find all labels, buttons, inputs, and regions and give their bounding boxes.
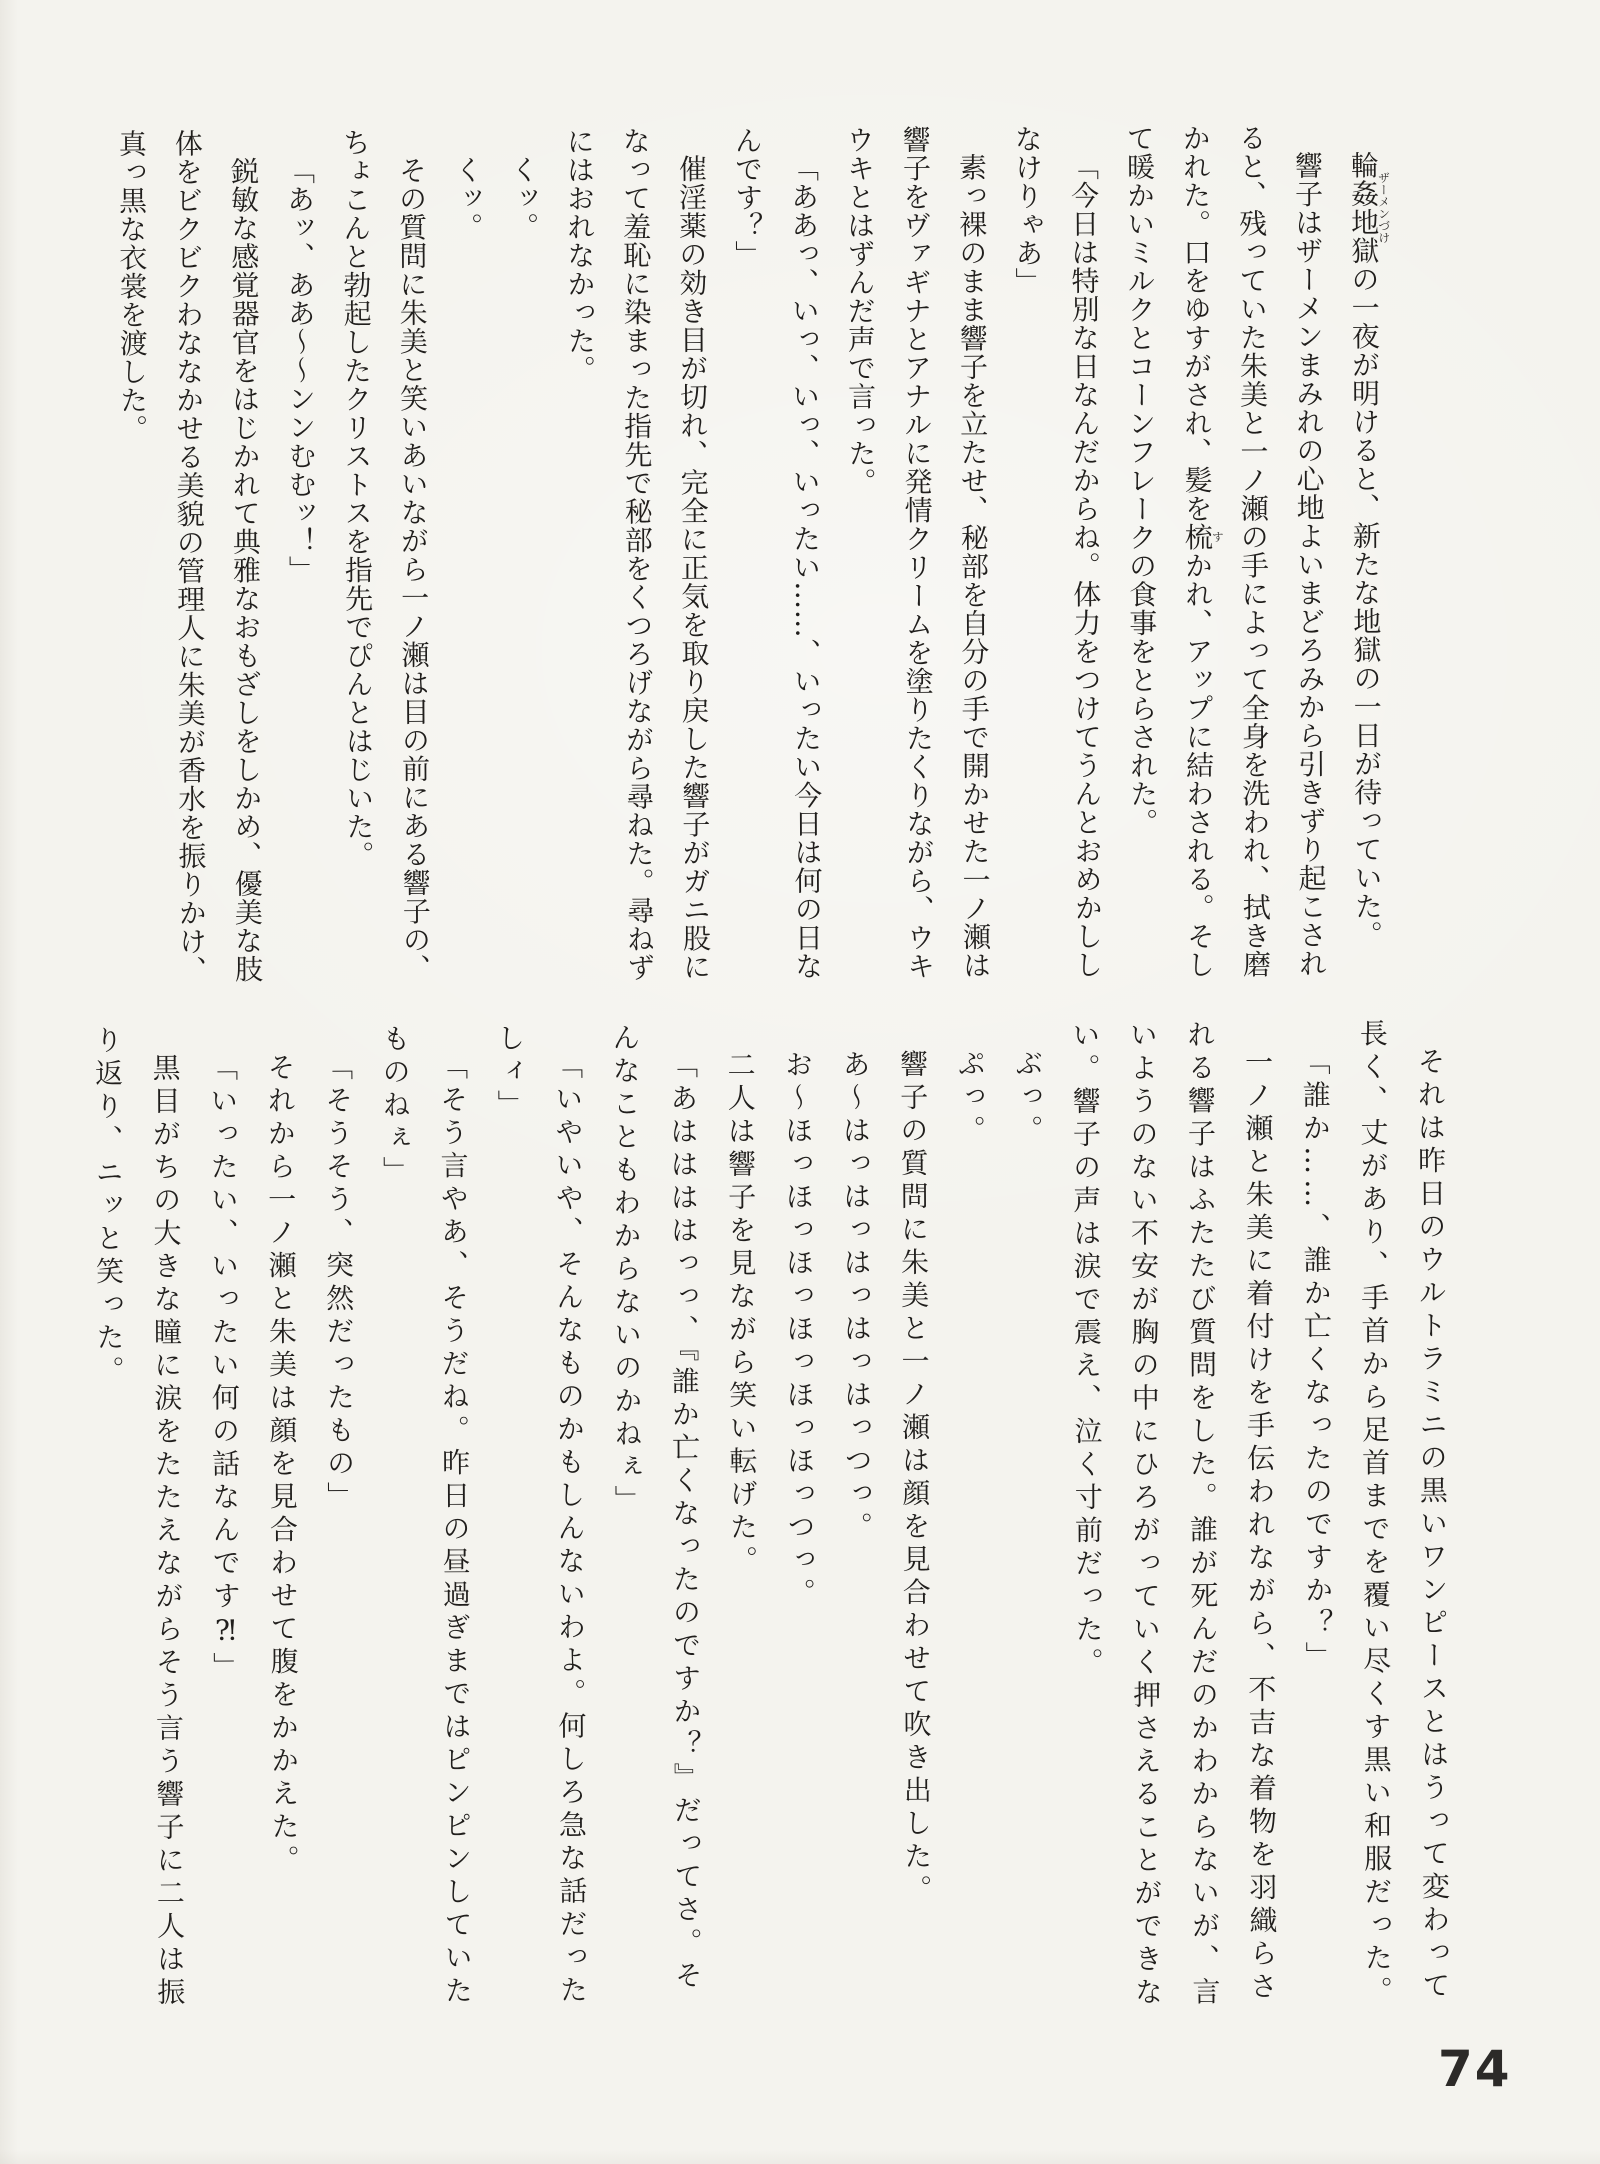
text-line: それは昨日のウルトラミニの黒いワンピースとはうって変わって xyxy=(1413,1046,1452,2004)
text-block-bottom xyxy=(78,1018,1463,2055)
text-line: しィ」 xyxy=(493,1023,527,1123)
text-line: 「あッ、ああ〜〜ンンむむッ！」 xyxy=(282,156,319,584)
text-line: 「いやいや、そんなものかもしんないわよ。何しろ急な話だった xyxy=(550,1050,589,2009)
text-line: んです？」 xyxy=(730,125,765,269)
text-line: ちょこんと勃起したクリストスを指先でぴんとはじいた。 xyxy=(338,127,376,870)
text-line: かれた。口をゆすがされ、髪を梳すかれ、アップに結わされる。そし xyxy=(1178,123,1225,979)
text-line: なって羞恥に染まった指先で秘部をくつろげながら尋ねた。尋ねず xyxy=(618,126,657,982)
text-line: 響子をヴァギナとアナルに発情クリームを塗りたくりながら、ウキ xyxy=(898,125,937,981)
text-line: 響子はザーメンまみれの心地よいまどろみから引きずり起こされ xyxy=(1290,150,1329,978)
text-line: 素っ裸のまま響子を立たせ、秘部を自分の手で開かせた一ノ瀬は xyxy=(954,152,993,980)
text-line: ものねぇ」 xyxy=(378,1023,413,1190)
text-line: 「そうそう、突然だったもの」 xyxy=(320,1052,357,1515)
text-line: にはおれなかった。 xyxy=(562,126,598,384)
text-line: 「あははははっっ、『誰か亡くなったのですか？』だってさ。そ xyxy=(665,1050,704,1994)
text-block-top xyxy=(103,123,1396,1016)
text-line: 「今日は特別な日なんだからね。体力をつけてうんとおめかしし xyxy=(1066,152,1105,979)
text-line: 鋭敏な感覚器官をはじかれて典雅なおもざしをしかめ、優美な肢 xyxy=(226,156,265,984)
text-line: いようのない不安が胸の中にひろがっていく押さえることができな xyxy=(1125,1019,1164,2011)
text-line: て暖かいミルクとコーンフレークの食事をとらされた。 xyxy=(1122,123,1160,837)
text-line: 「ああっ、いっ、いっ、いったい……、いったい今日は何の日な xyxy=(786,153,825,981)
text-line: れる響子はふたたび質問をした。誰が死んだのかわからないが、言 xyxy=(1183,1019,1222,2010)
text-line: 輪姦地獄ザーメンづけの一夜が明けると、新たな地獄の一日が待っていた。 xyxy=(1346,150,1391,949)
text-line: 二人は響子を見ながら笑い転げた。 xyxy=(723,1050,760,1579)
text-line: それから一ノ瀬と朱美は顔を見合わせて腹をかかえた。 xyxy=(263,1052,301,1878)
text-line: 「そう言やあ、そうだね。昨日の昼過ぎまではピンピンしていた xyxy=(435,1051,474,2009)
page-number: 74 xyxy=(1438,2040,1512,2098)
text-line: 黒目がちの大きな瞳に涙をたたえながらそう言う響子に二人は振 xyxy=(148,1053,187,2011)
text-line: 「誰か……、誰か亡くなったのですか？」 xyxy=(1298,1047,1335,1675)
text-line: お〜ほっほっほっほっほっほっつっ。 xyxy=(780,1049,817,1611)
furigana-ruby: 輪姦地獄ザーメンづけ xyxy=(1346,150,1391,265)
text-line: り返り、ニッと笑った。 xyxy=(90,1025,126,1389)
text-line: 響子の質問に朱美と一ノ瀬は顔を見合わせて吹き出した。 xyxy=(895,1049,934,1908)
text-line: くッ。 xyxy=(450,155,485,242)
text-line: その質問に朱美と笑いあいながら一ノ瀬は目の前にある響子の、 xyxy=(394,155,433,983)
text-line: くッ。 xyxy=(506,155,541,241)
text-line: 真っ黒な衣裳を渡した。 xyxy=(114,129,150,443)
text-line: なけりゃあ」 xyxy=(1010,124,1045,296)
text-line: 催淫薬の効き目が切れ、完全に正気を取り戻した響子がガニ股に xyxy=(674,154,713,981)
text-line: ウキとはずんだ声で言った。 xyxy=(842,125,878,496)
furigana-ruby: 梳す xyxy=(1180,522,1225,552)
text-line: ぷっ。 xyxy=(953,1048,987,1149)
text-line: あ〜はっはっはっはっはっつっ。 xyxy=(838,1049,875,1545)
text-line: 「いったい、いったい何の話なんです⁈」 xyxy=(205,1052,243,1685)
text-line: い。響子の声は涙で震え、泣く寸前だった。 xyxy=(1068,1020,1105,1681)
text-line: ると、残っていた朱美と一ノ瀬の手によって全身を洗われ、拭き磨 xyxy=(1234,123,1273,979)
text-line: 体をビクビクわななかせる美貌の管理人に朱美が香水を振りかけ、 xyxy=(170,128,209,985)
text-line: ぶっ。 xyxy=(1010,1048,1045,1148)
text-line: 長く、丈があり、手首から足首までを覆い尽くす黒い和服だった。 xyxy=(1355,1018,1394,2009)
text-line: んなこともわからないのかねぇ」 xyxy=(608,1022,644,1518)
text-line: 一ノ瀬と朱美に着付けを手伝われながら、不吉な着物を羽織らさ xyxy=(1240,1047,1279,2005)
